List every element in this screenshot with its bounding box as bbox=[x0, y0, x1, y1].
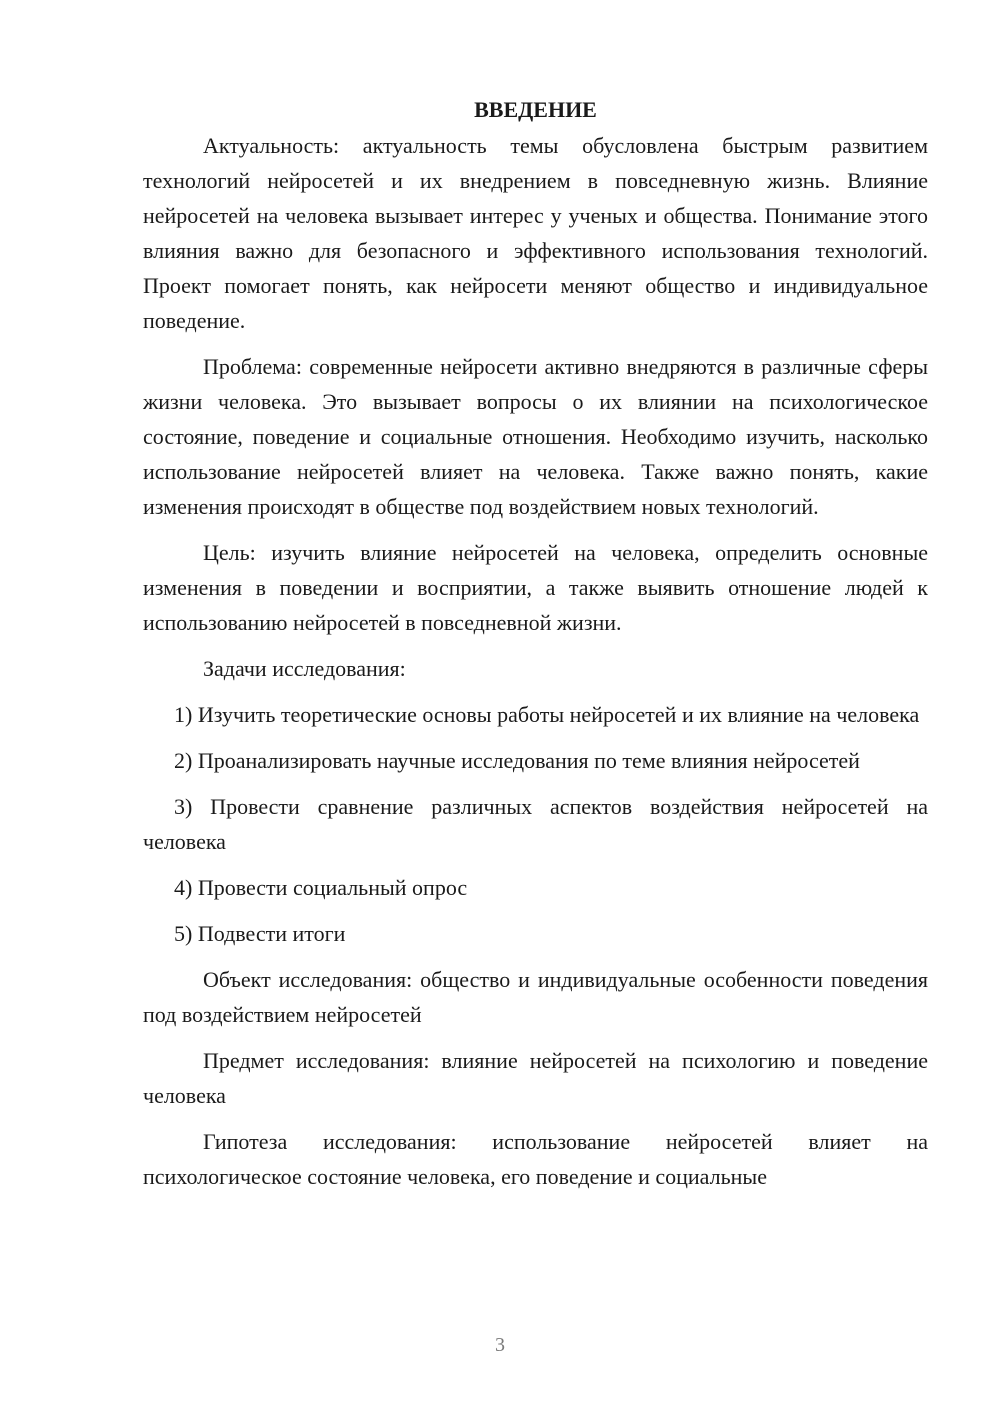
task-item-1: 1) Изучить теоретические основы работы нейросетей и их влияние на человека bbox=[174, 702, 920, 727]
tasks-label: Задачи исследования: bbox=[203, 656, 406, 681]
paragraph-hypothesis: Гипотеза исследования: использование нейросетей влияет на психологическое состояние человека, его поведение и социальные bbox=[143, 1129, 928, 1189]
page-number: 3 bbox=[495, 1334, 505, 1356]
tasks-list bbox=[143, 697, 928, 951]
document-page bbox=[143, 92, 928, 1205]
task-item-2: 2) Проанализировать научные исследования по теме влияния нейросетей bbox=[174, 748, 860, 773]
task-item-4: 4) Провести социальный опрос bbox=[174, 875, 468, 900]
paragraph-goal: Цель: изучить влияние нейросетей на человека, определить основные изменения в поведении и восприятии, а также выявить отношение людей к использованию нейросетей в повседневной жизни. bbox=[143, 540, 928, 635]
paragraph-object: Объект исследования: общество и индивидуальные особенности поведения под воздействием нейросетей bbox=[143, 967, 928, 1027]
task-item-5: 5) Подвести итоги bbox=[174, 921, 346, 946]
paragraph-relevance: Актуальность: актуальность темы обусловлена быстрым развитием технологий нейросетей и их внедрением в повседневную жизнь. Влияние нейросетей на человека вызывает интерес у ученых и общества. Понимание этого влияния важно для безопасного и эффективного использования технологий. Проект помогает понять, как нейросети меняют общество и индивидуальное поведение. bbox=[143, 133, 928, 333]
paragraph-problem: Проблема: современные нейросети активно внедряются в различные сферы жизни человека. Это вызывает вопросы о их влиянии на психологическое состояние, поведение и социальные отношения. Необходимо изучить, насколько использование нейросетей влияет на человека. Также важно понять, какие изменения происходят в обществе под воздействием новых технологий. bbox=[143, 354, 928, 519]
section-heading: ВВЕДЕНИЕ bbox=[474, 97, 597, 122]
paragraph-subject: Предмет исследования: влияние нейросетей на психологию и поведение человека bbox=[143, 1048, 928, 1108]
task-item-3: 3) Провести сравнение различных аспектов воздействия нейросетей на человека bbox=[143, 794, 928, 854]
